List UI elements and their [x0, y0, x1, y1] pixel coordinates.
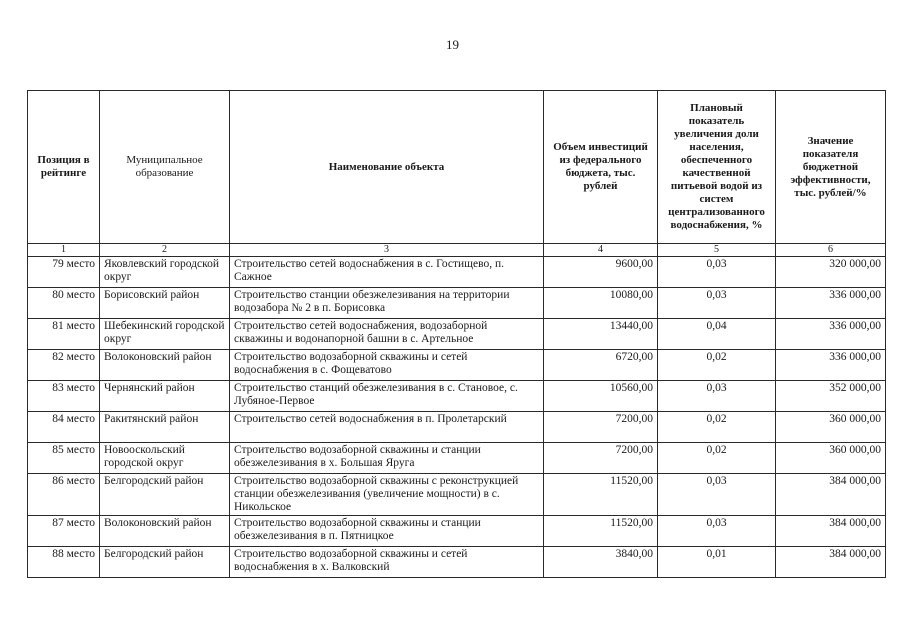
indicator-cell: 0,01 [658, 547, 776, 578]
column-number: 2 [100, 244, 230, 257]
column-number: 3 [230, 244, 544, 257]
indicator-cell: 0,03 [658, 288, 776, 319]
page-number: 19 [446, 37, 459, 52]
efficiency-cell: 320 000,00 [776, 257, 886, 288]
municipality-cell: Борисовский район [100, 288, 230, 319]
column-number: 5 [658, 244, 776, 257]
investment-cell: 3840,00 [544, 547, 658, 578]
table-row [28, 412, 886, 443]
header-indicator: Плановый показатель увеличения доли населения, обеспеченного качественной питьевой водой из систем централизованного водоснабжения, % [658, 91, 776, 244]
municipality-cell: Ракитянский район [100, 412, 230, 443]
table-row [28, 474, 886, 516]
efficiency-cell: 384 000,00 [776, 516, 886, 547]
position-cell: 81 место [28, 319, 100, 350]
column-number: 4 [544, 244, 658, 257]
municipality-cell: Белгородский район [100, 547, 230, 578]
municipality-cell: Волоконовский район [100, 350, 230, 381]
position-cell: 80 место [28, 288, 100, 319]
table-row [28, 319, 886, 350]
column-number-row [28, 244, 886, 257]
investment-cell: 7200,00 [544, 412, 658, 443]
investment-cell: 9600,00 [544, 257, 658, 288]
header-investment: Объем инвестиций из федерального бюджета, тыс. рублей [544, 91, 658, 244]
position-cell: 83 место [28, 381, 100, 412]
object-cell: Строительство сетей водоснабжения, водозаборной скважины и водонапорной башни в с. Артельное [230, 319, 544, 350]
municipality-cell: Яковлевский городской округ [100, 257, 230, 288]
municipality-cell: Новооскольский городской округ [100, 443, 230, 474]
table-row [28, 350, 886, 381]
investment-cell: 11520,00 [544, 474, 658, 516]
table-header-row [28, 91, 886, 244]
efficiency-cell: 336 000,00 [776, 350, 886, 381]
investment-cell: 10080,00 [544, 288, 658, 319]
object-cell: Строительство водозаборной скважины и сетей водоснабжения в х. Валковский [230, 547, 544, 578]
indicator-cell: 0,03 [658, 257, 776, 288]
table-row [28, 547, 886, 578]
investment-cell: 7200,00 [544, 443, 658, 474]
efficiency-cell: 336 000,00 [776, 319, 886, 350]
municipality-cell: Белгородский район [100, 474, 230, 516]
object-cell: Строительство сетей водоснабжения в с. Гостищево, п. Сажное [230, 257, 544, 288]
municipality-cell: Чернянский район [100, 381, 230, 412]
rating-table [27, 90, 886, 578]
object-cell: Строительство водозаборной скважины и станции обезжелезивания в х. Большая Яруга [230, 443, 544, 474]
object-cell: Строительство водозаборной скважины и станции обезжелезивания в п. Пятницкое [230, 516, 544, 547]
efficiency-cell: 384 000,00 [776, 547, 886, 578]
table-row [28, 443, 886, 474]
position-cell: 88 место [28, 547, 100, 578]
column-number: 6 [776, 244, 886, 257]
position-cell: 79 место [28, 257, 100, 288]
indicator-cell: 0,03 [658, 516, 776, 547]
efficiency-cell: 384 000,00 [776, 474, 886, 516]
investment-cell: 10560,00 [544, 381, 658, 412]
indicator-cell: 0,02 [658, 443, 776, 474]
indicator-cell: 0,02 [658, 412, 776, 443]
header-municipality: Муниципальное образование [100, 91, 230, 244]
position-cell: 86 место [28, 474, 100, 516]
efficiency-cell: 352 000,00 [776, 381, 886, 412]
table-row [28, 288, 886, 319]
object-cell: Строительство сетей водоснабжения в п. Пролетарский [230, 412, 544, 443]
position-cell: 87 место [28, 516, 100, 547]
object-cell: Строительство станций обезжелезивания в с. Становое, с. Лубяное-Первое [230, 381, 544, 412]
municipality-cell: Волоконовский район [100, 516, 230, 547]
object-cell: Строительство водозаборной скважины и сетей водоснабжения в с. Фощеватово [230, 350, 544, 381]
column-number: 1 [28, 244, 100, 257]
table-row [28, 381, 886, 412]
table-row [28, 257, 886, 288]
header-object: Наименование объекта [230, 91, 544, 244]
indicator-cell: 0,02 [658, 350, 776, 381]
table-row [28, 516, 886, 547]
header-position: Позиция в рейтинге [28, 91, 100, 244]
efficiency-cell: 360 000,00 [776, 443, 886, 474]
position-cell: 82 место [28, 350, 100, 381]
efficiency-cell: 360 000,00 [776, 412, 886, 443]
object-cell: Строительство станции обезжелезивания на территории водозабора № 2 в п. Борисовка [230, 288, 544, 319]
header-efficiency: Значение показателя бюджетной эффективности, тыс. рублей/% [776, 91, 886, 244]
investment-cell: 13440,00 [544, 319, 658, 350]
investment-cell: 6720,00 [544, 350, 658, 381]
municipality-cell: Шебекинский городской округ [100, 319, 230, 350]
investment-cell: 11520,00 [544, 516, 658, 547]
position-cell: 84 место [28, 412, 100, 443]
efficiency-cell: 336 000,00 [776, 288, 886, 319]
indicator-cell: 0,04 [658, 319, 776, 350]
position-cell: 85 место [28, 443, 100, 474]
table-body [28, 257, 886, 578]
indicator-cell: 0,03 [658, 381, 776, 412]
object-cell: Строительство водозаборной скважины с реконструкцией станции обезжелезивания (увеличение мощности) в с. Никольское [230, 474, 544, 516]
indicator-cell: 0,03 [658, 474, 776, 516]
